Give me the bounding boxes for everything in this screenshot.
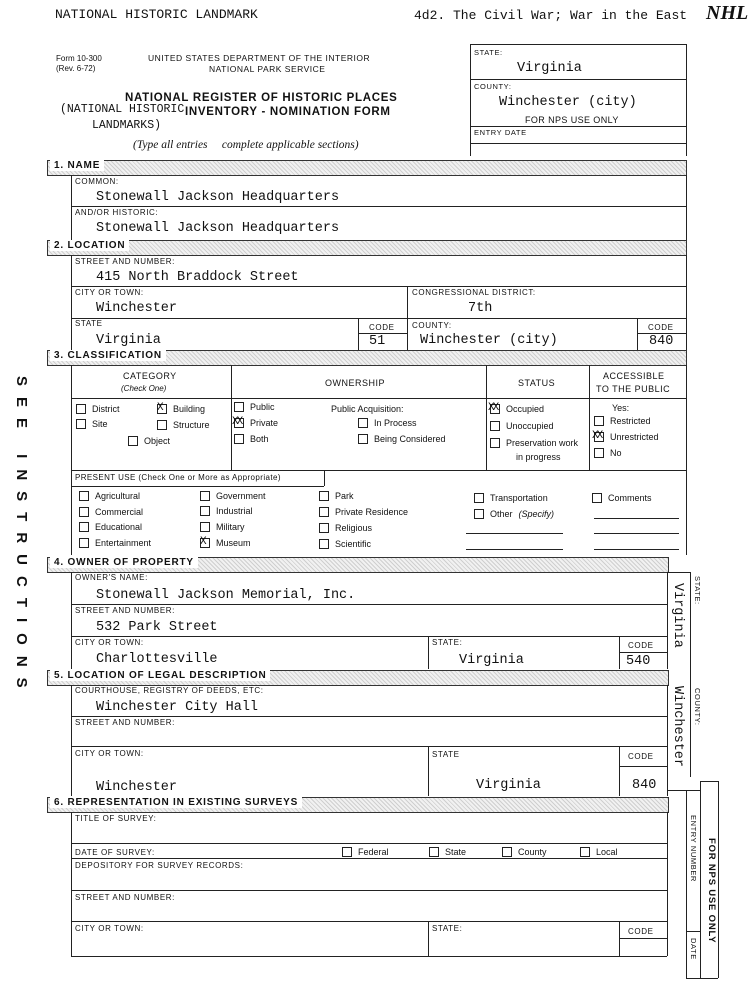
nhl-overlay-line1: (NATIONAL HISTORIC [60,103,185,116]
checkbox-scientific[interactable]: Scientific [319,539,371,549]
side-state-label: STATE: [693,576,702,605]
present-use-header: PRESENT USE (Check One or More as Appropriate) [75,473,281,482]
owner-state-label: STATE: [432,638,463,647]
historic-label: AND/OR HISTORIC: [75,208,159,217]
checkbox-agricultural[interactable]: Agricultural [79,491,140,501]
public-header: TO THE PUBLIC [596,384,671,394]
theme-header: 4d2. The Civil War; War in the East [414,8,688,23]
section-3-title: 3. CLASSIFICATION [50,350,166,361]
checkbox-object[interactable]: Object [128,436,170,446]
checkbox-entertainment[interactable]: Entertainment [79,538,151,548]
courthouse-value: Winchester City Hall [96,700,259,715]
side-county-label: COUNTY: [693,688,702,726]
checkbox-preservation-box[interactable] [490,438,500,448]
top-state-value: Virginia [517,61,582,76]
checkbox-building-box[interactable] [157,404,167,414]
checkbox-other-box[interactable] [474,509,484,519]
checkbox-park[interactable]: Park [319,491,354,501]
checkbox-private-residence[interactable]: Private Residence [319,507,408,517]
location-street-value: 415 North Braddock Street [96,270,299,285]
checkbox-private-residence-box[interactable] [319,507,329,517]
status-header: STATUS [518,378,556,388]
checkbox-being-considered[interactable]: Being Considered [358,434,446,444]
checkbox-object-box[interactable] [128,436,138,446]
checkbox-private[interactable]: XX Private [234,418,278,428]
checkbox-religious[interactable]: Religious [319,523,372,533]
checkbox-transportation[interactable]: Transportation [474,493,548,503]
checkbox-unoccupied[interactable]: Unoccupied [490,421,554,431]
checkbox-being-considered-box[interactable] [358,434,368,444]
checkbox-in-process-box[interactable] [358,418,368,428]
checkbox-scientific-box[interactable] [319,539,329,549]
entry-number-label: ENTRY NUMBER [689,815,698,882]
checkbox-state-box[interactable] [429,847,439,857]
depository-label: DEPOSITORY FOR SURVEY RECORDS: [75,861,244,870]
survey-code-label: CODE [628,927,654,936]
checkbox-county[interactable]: County [502,847,547,857]
form-title: NATIONAL REGISTER OF HISTORIC PLACES [125,92,398,104]
checkbox-state[interactable]: State [429,847,466,857]
category-header: CATEGORY [123,371,177,381]
state-code-value: 51 [369,334,386,349]
checkbox-military[interactable]: Military [200,522,245,532]
checkbox-government[interactable]: Government [200,491,266,501]
survey-street-label: STREET AND NUMBER: [75,893,175,902]
checkbox-both-box[interactable] [234,434,244,444]
owner-street-label: STREET AND NUMBER: [75,606,175,615]
nhl-annotation: NHL [706,2,748,24]
owner-state-value: Virginia [459,653,524,668]
checkbox-comments-box[interactable] [592,493,602,503]
checkbox-educational-box[interactable] [79,522,89,532]
checkbox-local[interactable]: Local [580,847,618,857]
state-code-label: CODE [369,323,395,332]
top-county-label: COUNTY: [474,82,512,91]
location-state-label: STATE [75,319,103,328]
location-city-value: Winchester [96,301,178,316]
checkbox-museum-box[interactable] [200,538,210,548]
checkbox-occupied-box[interactable] [490,404,500,414]
form-number: Form 10-300 [56,54,102,63]
checkbox-local-box[interactable] [580,847,590,857]
legal-street-label: STREET AND NUMBER: [75,718,175,727]
legal-code-label: CODE [628,752,654,761]
section-5-title: 5. LOCATION OF LEGAL DESCRIPTION [50,670,270,681]
checkbox-district-box[interactable] [76,404,86,414]
checkbox-museum[interactable]: X Museum [200,538,251,548]
county-code-label: CODE [648,323,674,332]
owner-city-value: Charlottesville [96,652,218,667]
checkbox-government-box[interactable] [200,491,210,501]
owner-name-label: OWNER'S NAME: [75,573,148,582]
ownership-header: OWNERSHIP [325,378,386,388]
checkbox-unrestricted-box[interactable] [594,432,604,442]
checkbox-county-box[interactable] [502,847,512,857]
legal-state-value: Virginia [476,778,541,793]
form-subtitle: INVENTORY - NOMINATION FORM [185,106,391,118]
owner-name-value: Stonewall Jackson Memorial, Inc. [96,588,356,603]
checkbox-site[interactable]: Site [76,419,108,429]
owner-code-label: CODE [628,641,654,650]
survey-city-label: CITY OR TOWN: [75,924,144,933]
checkbox-agricultural-box[interactable] [79,491,89,501]
survey-title-label: TITLE OF SURVEY: [75,814,157,823]
legal-state-label: STATE [432,750,460,759]
checkbox-restricted[interactable]: Restricted [594,416,651,426]
checkbox-entertainment-box[interactable] [79,538,89,548]
check-one-note: (Check One) [121,384,167,393]
owner-city-label: CITY OR TOWN: [75,638,144,647]
side-instructions: SEE INSTRUCTIONS [13,376,30,699]
checkbox-in-process[interactable]: In Process [358,418,417,428]
checkbox-structure-box[interactable] [157,420,167,430]
checkbox-site-box[interactable] [76,419,86,429]
checkbox-military-box[interactable] [200,522,210,532]
checkbox-preservation[interactable]: Preservation work [490,438,578,448]
service-name: NATIONAL PARK SERVICE [209,64,326,74]
landmark-header: NATIONAL HISTORIC LANDMARK [55,7,258,22]
owner-code-value: 540 [626,654,651,669]
top-county-value: Winchester (city) [499,95,637,110]
courthouse-label: COURTHOUSE, REGISTRY OF DEEDS, ETC: [75,686,264,695]
checkbox-no-box[interactable] [594,448,604,458]
county-code-value: 840 [649,334,674,349]
location-city-label: CITY OR TOWN: [75,288,144,297]
checkbox-industrial-box[interactable] [200,506,210,516]
checkbox-federal-box[interactable] [342,847,352,857]
top-state-label: STATE: [474,48,503,57]
checkbox-unrestricted[interactable]: XX Unrestricted [594,432,659,442]
checkbox-public[interactable]: Public [234,402,275,412]
accessible-header: ACCESSIBLE [603,371,665,381]
checkbox-commercial-box[interactable] [79,507,89,517]
side-state-value: Virginia [670,583,685,648]
district-label: CONGRESSIONAL DISTRICT: [412,288,536,297]
checkbox-park-box[interactable] [319,491,329,501]
checkbox-educational[interactable]: Educational [79,522,142,532]
preservation-line2: in progress [516,452,561,462]
checkbox-occupied[interactable]: XX Occupied [490,404,544,414]
checkbox-building[interactable]: X Building [157,404,205,414]
checkbox-unoccupied-box[interactable] [490,421,500,431]
location-county-label: COUNTY: [412,321,452,330]
common-label: COMMON: [75,177,119,186]
top-nps-label: FOR NPS USE ONLY [525,115,619,125]
checkbox-industrial[interactable]: Industrial [200,506,253,516]
yes-label: Yes: [612,403,630,413]
legal-city-label: CITY OR TOWN: [75,749,144,758]
section-1-title: 1. NAME [50,160,104,171]
checkbox-structure[interactable]: Structure [157,420,210,430]
nhl-overlay-line2: LANDMARKS) [92,119,162,132]
historic-name-value: Stonewall Jackson Headquarters [96,221,340,236]
checkbox-restricted-box[interactable] [594,416,604,426]
section-4-title: 4. OWNER OF PROPERTY [50,557,198,568]
checkbox-religious-box[interactable] [319,523,329,533]
location-street-label: STREET AND NUMBER: [75,257,175,266]
survey-state-label: STATE: [432,924,463,933]
checkbox-comments[interactable]: Comments [592,493,652,503]
form-revision: (Rev. 6-72) [56,64,96,73]
checkbox-commercial[interactable]: Commercial [79,507,143,517]
checkbox-transportation-box[interactable] [474,493,484,503]
section-2-title: 2. LOCATION [50,240,129,251]
type-instructions: (Type all entries complete applicable sections) [133,139,359,151]
section-6-title: 6. REPRESENTATION IN EXISTING SURVEYS [50,797,302,808]
owner-street-value: 532 Park Street [96,620,218,635]
checkbox-federal[interactable]: Federal [342,847,389,857]
entry-date-label: DATE [689,938,698,960]
checkbox-no[interactable]: No [594,448,622,458]
checkbox-district[interactable]: District [76,404,120,414]
public-acquisition-label: Public Acquisition: [331,404,404,414]
legal-city-value: Winchester [96,780,178,795]
location-state-value: Virginia [96,333,161,348]
nps-use-only-label: FOR NPS USE ONLY [706,838,717,944]
top-entry-label: ENTRY DATE [474,128,527,137]
checkbox-other[interactable]: Other (Specify) [474,509,554,519]
legal-code-value: 840 [632,778,657,793]
checkbox-public-box[interactable] [234,402,244,412]
location-county-value: Winchester (city) [420,333,558,348]
survey-date-label: DATE OF SURVEY: [75,848,155,857]
checkbox-both[interactable]: Both [234,434,269,444]
common-name-value: Stonewall Jackson Headquarters [96,190,340,205]
department-name: UNITED STATES DEPARTMENT OF THE INTERIOR [148,53,371,63]
district-value: 7th [468,301,493,316]
checkbox-private-box[interactable] [234,418,244,428]
side-county-value: Winchester [670,686,685,768]
